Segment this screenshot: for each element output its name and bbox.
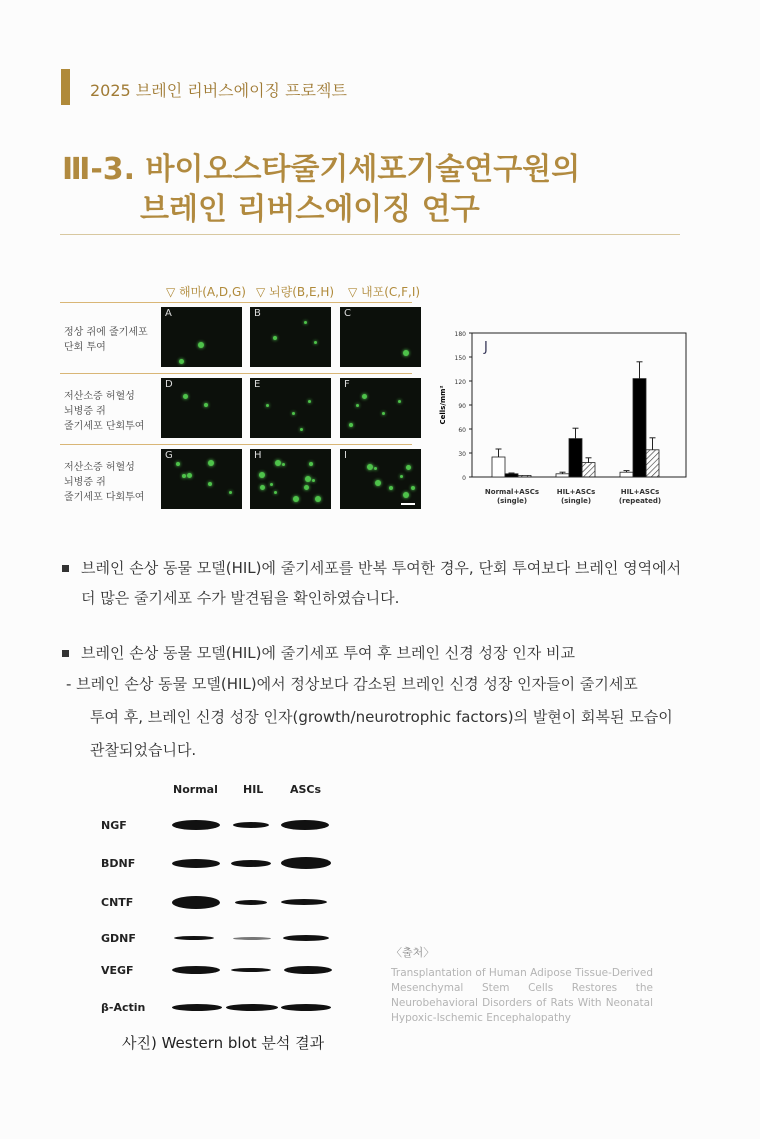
y-tick-label: 180 [454, 331, 466, 338]
micrograph-panel-G [161, 449, 242, 509]
micrograph-panel-H [250, 449, 331, 509]
micrograph-panel-F [340, 378, 421, 438]
wb-band [281, 857, 331, 869]
x-category-label: HIL+ASCs [620, 488, 660, 496]
cell-mark [229, 491, 232, 494]
cell-mark [273, 336, 277, 340]
micrograph-panel-B [250, 307, 331, 367]
scale-bar [401, 503, 415, 505]
bar-black [633, 379, 646, 477]
wb-row-label: CNTF [101, 896, 134, 909]
panel-letter: D [165, 379, 173, 390]
micrograph-panel-D [161, 378, 242, 438]
row-label: 정상 쥐에 줄기세포 단회 투여 [64, 327, 148, 353]
cell-mark [183, 394, 188, 399]
wb-band [226, 1004, 278, 1011]
cell-mark [179, 359, 184, 364]
cell-mark [305, 476, 311, 482]
bar-white [556, 474, 569, 477]
title-line-2: 브레인 리버스에이징 연구 [140, 192, 480, 227]
wb-row-label: BDNF [101, 857, 136, 870]
cell-mark [282, 463, 285, 466]
y-tick-label: 60 [458, 427, 466, 434]
bullet-square-icon [62, 650, 69, 657]
cell-mark [304, 485, 309, 490]
cell-mark [293, 496, 299, 502]
wb-band [172, 1004, 222, 1011]
cell-mark [208, 460, 214, 466]
cell-mark [182, 474, 186, 478]
x-category-label: (single) [560, 497, 592, 505]
micrograph-panel-A [161, 307, 242, 367]
bar-black [505, 474, 518, 477]
x-category-label: (repeated) [618, 497, 662, 505]
cell-mark [259, 472, 265, 478]
panel-letter: I [344, 450, 347, 461]
bar-black [569, 439, 582, 477]
cell-mark [270, 483, 273, 486]
wb-band [233, 822, 269, 828]
cell-mark [300, 428, 303, 431]
y-tick-label: 90 [458, 403, 466, 410]
wb-band [281, 1004, 331, 1011]
cell-mark [312, 479, 315, 482]
micrograph-panel-E [250, 378, 331, 438]
header-accent-bar [61, 69, 70, 105]
cell-mark [208, 482, 212, 486]
wb-column-normal: Normal [173, 783, 218, 796]
source-title: 〈출처〉 [391, 946, 435, 959]
row-label: 저산소증 허혈성 뇌병증 쥐 줄기세포 다회투여 [64, 462, 145, 503]
wb-column-ascs: ASCs [290, 783, 322, 796]
y-tick-label: 0 [462, 475, 466, 482]
x-category-label: HIL+ASCs [556, 488, 596, 496]
wb-row-label: GDNF [101, 932, 136, 945]
wb-band [172, 820, 220, 830]
y-tick-label: 150 [454, 355, 466, 362]
running-header: 2025 브레인 리버스에이징 프로젝트 [90, 81, 347, 100]
y-axis-label: Cells/mm² [439, 385, 447, 425]
cell-mark [411, 486, 415, 490]
wb-band [172, 896, 220, 909]
row-label: 저산소증 허혈성 뇌병증 쥐 줄기세포 단회투여 [64, 391, 145, 432]
wb-row-label: NGF [101, 819, 127, 832]
micrograph-panel-I [340, 449, 421, 509]
bar-white [620, 472, 633, 477]
row-divider [60, 373, 412, 374]
bar-hatched [582, 463, 595, 477]
wb-band [172, 966, 220, 974]
y-tick-label: 120 [454, 379, 466, 386]
row-divider [60, 302, 412, 303]
bullet-square-icon [62, 565, 69, 572]
cell-mark [176, 462, 180, 466]
wb-band [233, 937, 271, 940]
cell-mark [382, 412, 385, 415]
bar-hatched [518, 475, 531, 477]
cell-mark [187, 473, 192, 478]
wb-band [231, 968, 271, 972]
y-tick-label: 30 [458, 451, 466, 458]
panel-letter: G [165, 450, 173, 461]
column-header: ▽ 내포(C,F,I) [348, 285, 421, 299]
column-header: ▽ 해마(A,D,G) [166, 285, 246, 299]
wb-band [235, 900, 267, 905]
bar-white [492, 457, 505, 477]
cell-mark [292, 412, 295, 415]
cell-mark [309, 462, 313, 466]
figure-caption: 사진) Western blot 분석 결과 [122, 1034, 325, 1052]
row-divider [60, 444, 412, 445]
wb-band [174, 936, 214, 940]
micrograph-panel-C [340, 307, 421, 367]
column-header: ▽ 뇌량(B,E,H) [256, 285, 335, 299]
wb-band [172, 859, 220, 868]
panel-letter: E [254, 379, 261, 390]
wb-band [281, 899, 327, 905]
bar-chart [435, 325, 695, 515]
title-divider [60, 234, 680, 235]
cell-mark [314, 341, 317, 344]
cell-mark [349, 423, 353, 427]
cell-mark [204, 403, 208, 407]
cell-mark [266, 404, 269, 407]
cell-mark [308, 400, 311, 403]
wb-column-hil: HIL [243, 783, 264, 796]
sub-point: - 브레인 손상 동물 모델(HIL)에서 정상보다 감소된 브레인 신경 성장 인자들이 줄기세포 투여 후, 브레인 신경 성장 인자(growth/neurotrophic factors)의 발현이 회복된 모습이 관찰되었습니다. [66, 675, 673, 759]
cell-mark [356, 404, 359, 407]
cell-mark [374, 467, 377, 470]
cell-mark [403, 350, 409, 356]
cell-mark [398, 400, 401, 403]
cell-mark [304, 321, 307, 324]
panel-letter: B [254, 308, 261, 319]
wb-row-label: VEGF [101, 964, 134, 977]
wb-band [231, 860, 271, 867]
cell-mark [403, 492, 409, 498]
cell-mark [406, 465, 411, 470]
bullet-1: 브레인 손상 동물 모델(HIL)에 줄기세포를 반복 투여한 경우, 단회 투여보다 브레인 영역에서 더 많은 줄기세포 수가 발견됨을 확인하였습니다. [62, 553, 681, 613]
wb-row-label: β-Actin [101, 1001, 146, 1014]
x-category-label: Normal+ASCs [484, 488, 540, 496]
cell-mark [275, 460, 281, 466]
cell-mark [274, 491, 277, 494]
cell-mark [260, 485, 265, 490]
cell-mark [389, 486, 393, 490]
cell-mark [367, 464, 373, 470]
chart-title: J [484, 340, 488, 355]
panel-letter: F [344, 379, 350, 390]
bar-hatched [646, 450, 659, 477]
title-line-1: Ⅲ-3. 바이오스타줄기세포기술연구원의 [62, 152, 581, 187]
cell-mark [315, 496, 321, 502]
wb-band [284, 966, 332, 974]
panel-letter: A [165, 308, 172, 319]
bullet-2: 브레인 손상 동물 모델(HIL)에 줄기세포 투여 후 브레인 신경 성장 인자 비교 [62, 638, 575, 668]
panel-letter: C [344, 308, 351, 319]
cell-mark [375, 480, 381, 486]
panel-letter: H [254, 450, 262, 461]
cell-mark [198, 342, 204, 348]
x-category-label: (single) [496, 497, 528, 505]
cell-mark [362, 394, 367, 399]
section-title [62, 150, 580, 230]
wb-band [281, 820, 329, 830]
cell-mark [400, 475, 403, 478]
wb-band [283, 935, 329, 941]
source-text: Transplantation of Human Adipose Tissue-Derived Mesenchymal Stem Cells Restores the Neurobehavioral Disorders of Rats With Neonatal Hypoxic-Ischemic Encephalopathy [391, 967, 653, 1024]
